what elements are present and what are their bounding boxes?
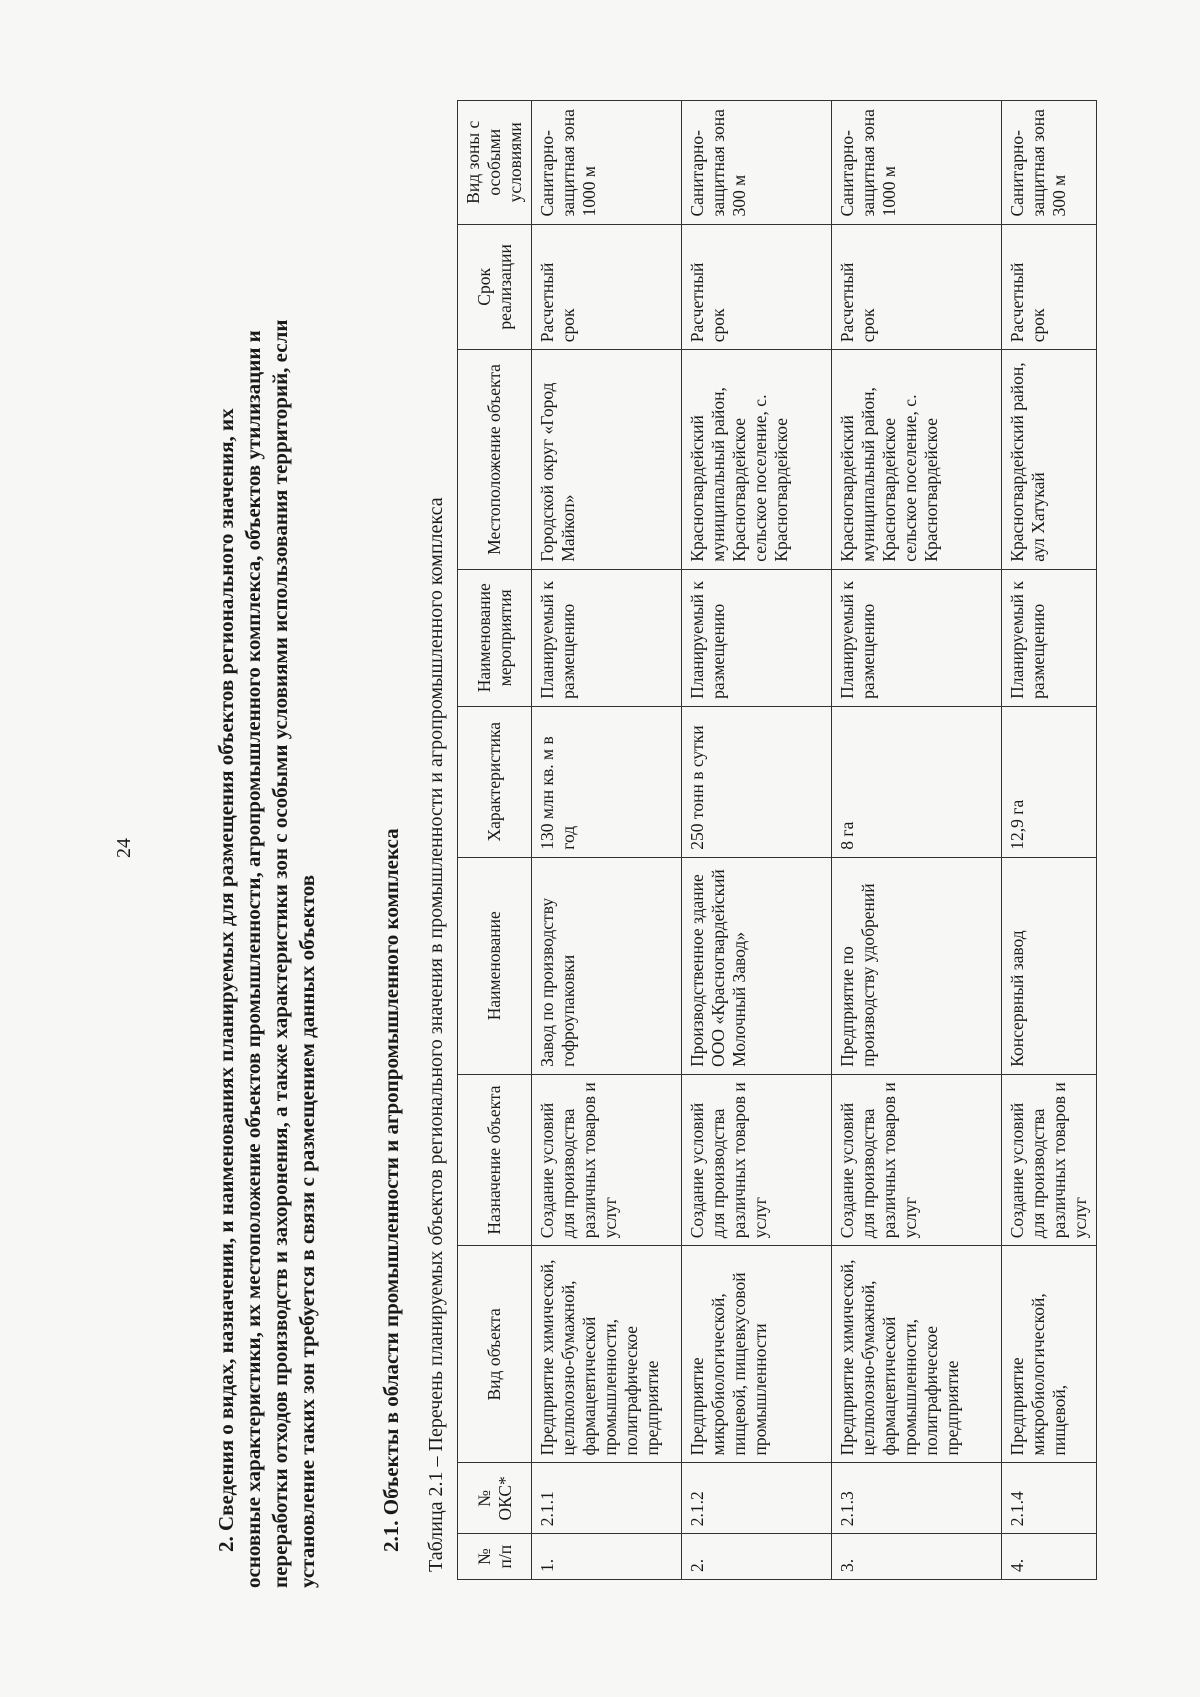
table-row bbox=[532, 101, 682, 1580]
col-header-measure: Наименование мероприятия bbox=[458, 569, 532, 706]
table-header-row bbox=[458, 101, 532, 1580]
cell-measure: Планируемый к размещению bbox=[682, 569, 832, 706]
table-row bbox=[832, 101, 1002, 1580]
cell-oks: 2.1.4 bbox=[1002, 1463, 1097, 1534]
col-header-purpose: Назначение объекта bbox=[458, 1074, 532, 1245]
cell-zone: Санитарно-защитная зона 300 м bbox=[682, 101, 832, 225]
cell-term: Расчетный срок bbox=[532, 224, 682, 350]
cell-zone: Санитарно-защитная зона 1000 м bbox=[832, 101, 1002, 225]
cell-number: 1. bbox=[532, 1534, 682, 1580]
cell-name: Производственное здание ООО «Красногвардейский Молочный Завод» bbox=[682, 857, 832, 1074]
cell-purpose: Создание условий для производства различных товаров и услуг bbox=[532, 1074, 682, 1245]
cell-number: 2. bbox=[682, 1534, 832, 1580]
heading-line-3: переработки отходов производств и захоронения, а также характеристики зон с особыми условиями использования территорий, если bbox=[268, 319, 292, 1588]
heading-line-1: 2. Сведения о видах, назначении, и наименованиях планируемых для размещения объектов регионального значения, их bbox=[214, 408, 238, 1552]
cell-purpose: Создание условий для производства различных товаров и услуг bbox=[1002, 1074, 1097, 1245]
objects-table bbox=[457, 100, 1097, 1580]
table-row bbox=[1002, 101, 1097, 1580]
cell-zone: Санитарно-защитная зона 300 м bbox=[1002, 101, 1097, 225]
cell-location: Красногвардейский район, аул Хатукай bbox=[1002, 350, 1097, 569]
cell-location: Красногвардейский муниципальный район, Красногвардейское сельское поселение, с. Красногвардейское bbox=[682, 350, 832, 569]
rotated-content bbox=[95, 68, 1105, 1628]
section-heading bbox=[213, 118, 321, 1588]
heading-line-4: установление таких зон требуется в связи с размещением данных объектов bbox=[295, 874, 319, 1588]
cell-measure: Планируемый к размещению bbox=[532, 569, 682, 706]
cell-characteristic: 250 тонн в сутки bbox=[682, 706, 832, 857]
heading-line-2: основные характеристики, их местоположение объектов промышленности, агропромышленного комплекса, объектов утилизации и bbox=[241, 330, 265, 1588]
col-header-location: Местоположение объекта bbox=[458, 350, 532, 569]
cell-term: Расчетный срок bbox=[832, 224, 1002, 350]
cell-name: Предприятие по производству удобрений bbox=[832, 857, 1002, 1074]
cell-location: Городской округ «Город Майкоп» bbox=[532, 350, 682, 569]
cell-name: Завод по производству гофроупаковки bbox=[532, 857, 682, 1074]
col-header-oks: № ОКС* bbox=[458, 1463, 532, 1534]
cell-number: 4. bbox=[1002, 1534, 1097, 1580]
cell-zone: Санитарно-защитная зона 1000 м bbox=[532, 101, 682, 225]
col-header-characteristic: Характеристика bbox=[458, 706, 532, 857]
cell-oks: 2.1.2 bbox=[682, 1463, 832, 1534]
cell-location: Красногвардейский муниципальный район, Красногвардейское сельское поселение, с. Красногвардейское bbox=[832, 350, 1002, 569]
cell-measure: Планируемый к размещению bbox=[1002, 569, 1097, 706]
cell-object-type: Предприятие химической, целлюлозно-бумажной, фармацевтической промышленности, полиграфическое предприятие bbox=[832, 1246, 1002, 1463]
subsection-heading: 2.1. Объекты в области промышленности и агропромышленного комплекса bbox=[379, 828, 403, 1552]
cell-object-type: Предприятие микробиологической, пищевой, bbox=[1002, 1246, 1097, 1463]
table-row bbox=[682, 101, 832, 1580]
cell-purpose: Создание условий для производства различных товаров и услуг bbox=[832, 1074, 1002, 1245]
cell-term: Расчетный срок bbox=[682, 224, 832, 350]
cell-measure: Планируемый к размещению bbox=[832, 569, 1002, 706]
cell-oks: 2.1.1 bbox=[532, 1463, 682, 1534]
col-header-term: Срок реализации bbox=[458, 224, 532, 350]
page-number: 24 bbox=[113, 838, 135, 858]
col-header-number: № п/п bbox=[458, 1534, 532, 1580]
cell-characteristic: 12,9 га bbox=[1002, 706, 1097, 857]
col-header-zone: Вид зоны с особыми условиями bbox=[458, 101, 532, 225]
cell-characteristic: 8 га bbox=[832, 706, 1002, 857]
cell-oks: 2.1.3 bbox=[832, 1463, 1002, 1534]
cell-term: Расчетный срок bbox=[1002, 224, 1097, 350]
col-header-object-type: Вид объекта bbox=[458, 1246, 532, 1463]
cell-number: 3. bbox=[832, 1534, 1002, 1580]
cell-characteristic: 130 млн кв. м в год bbox=[532, 706, 682, 857]
cell-object-type: Предприятие химической, целлюлозно-бумажной, фармацевтической промышленности, полиграфическое предприятие bbox=[532, 1246, 682, 1463]
table-caption: Таблица 2.1 – Перечень планируемых объектов регионального значения в промышленности и агропромышленного комплекса bbox=[425, 497, 447, 1572]
cell-name: Консервный завод bbox=[1002, 857, 1097, 1074]
col-header-name: Наименование bbox=[458, 857, 532, 1074]
cell-object-type: Предприятие микробиологической, пищевой, пищевкусовой промышленности bbox=[682, 1246, 832, 1463]
cell-purpose: Создание условий для производства различных товаров и услуг bbox=[682, 1074, 832, 1245]
